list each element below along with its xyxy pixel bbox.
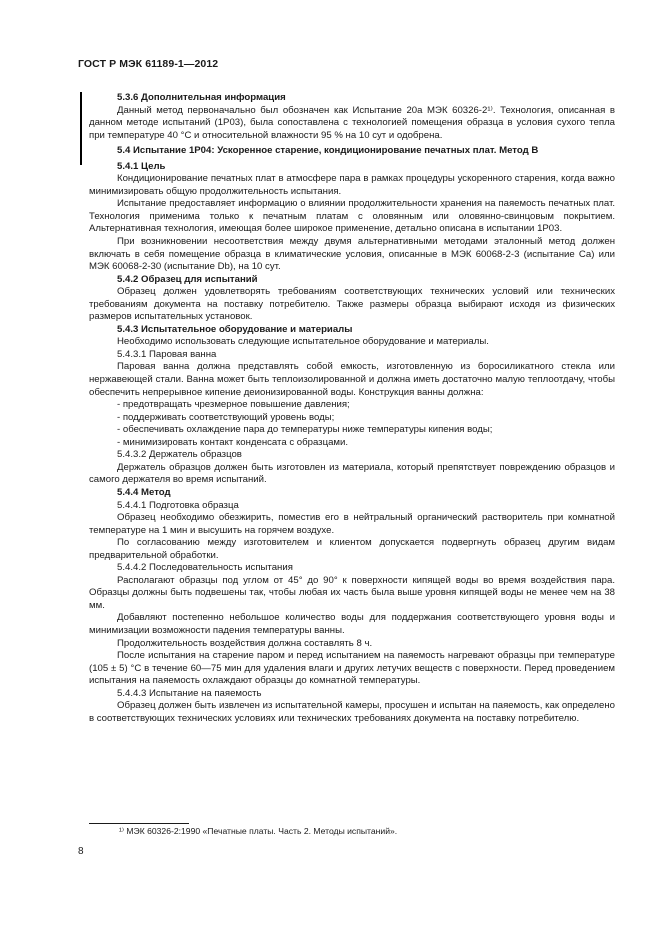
paragraph: - минимизировать контакт конденсата с образцами. [117,436,349,448]
paragraph: Образец необходимо обезжирить, поместив его в нейтральный органический растворитель при комнатной температуре на 1 мин и высушить на горячем воздухе. [89,512,615,536]
paragraph: Данный метод первоначально был обозначен как Испытание 20а МЭК 60326-2¹⁾. Технология, описанная в данном методе испытаний (1Р03), была сопоставлена с технологией помещения образца в условия сухого тепла при температуре 40 °С и относительной влажности 95 % на 10 сут и одобрена. [89,104,615,141]
footnote: ¹⁾ МЭК 60326-2:1990 «Печатные платы. Часть 2. Методы испытаний». [119,826,398,836]
paragraph: Продолжительность воздействия должна составлять 8 ч. [117,637,373,649]
paragraph: - обеспечивать охлаждение пара до температуры ниже температуры кипения воды; [117,424,493,436]
paragraph: - предотвращать чрезмерное повышение давления; [117,399,350,411]
paragraph: Паровая ванна должна представлять собой емкость, изготовленную из боросиликатного стекла или нержавеющей стали. Ванна может быть теплоизолированной и должна иметь достаточно малую теплоотдачу, чтобы обеспечить непрерывное кипение деионизированной воды. Конструкция ванны должна: [89,361,615,398]
change-bar [80,92,82,165]
paragraph: - поддерживать соответствующий уровень воды; [117,411,335,423]
footnote-rule [89,823,189,824]
page-number: 8 [78,846,84,857]
paragraph: Держатель образцов должен быть изготовлен из материала, который препятствует повреждению образцов и самого держателя во время испытаний. [89,461,615,486]
paragraph: 5.4.3.1 Паровая ванна [117,348,217,360]
paragraph: 5.4.1 Цель [117,160,166,172]
paragraph: 5.4.4 Метод [117,486,171,498]
body-text [89,92,615,725]
paragraph: После испытания на старение паром и перед испытанием на паяемость нагревают образцы при температуре (105 ± 5) °С в течение 60—75 мин для удаления влаги и других летучих веществ с поверхности. Перед проведением испытания на паяемость охлаждают образцы до комнатной температуры. [89,650,615,687]
paragraph: Образец должен удовлетворять требованиям соответствующих технических условий или технических требованиям документа на поставку потребителю. Также размеры образца выбирают исходя из физических размеров испытательных установок. [89,286,615,323]
paragraph: 5.4.3.2 Держатель образцов [117,449,242,461]
paragraph: Добавляют постепенно небольшое количество воды для поддержания соответствующего уровня воды и минимизации возможности падения температуры ванны. [89,612,615,636]
paragraph: Располагают образцы под углом от 45° до 90° к поверхности кипящей воды во время воздействия пара. Образцы должны быть подвешены так, чтобы любая их часть была выше уровня кипящей воды не менее чем на 38 мм. [89,574,615,611]
paragraph: Испытание предоставляет информацию о влиянии продолжительности хранения на паяемость печатных плат. Технология применима только к печатным платам с оловянным или оловянно-свинцовым покрытием. Альтернативная технология, имеющая более широкое применение, детально описана в испытании 1Р03. [89,198,615,235]
paragraph: 5.4.4.3 Испытание на паяемость [117,687,262,699]
paragraph: При возникновении несоответствия между двумя альтернативными методами эталонный метод должен включать в себя помещение образца в климатические условия, описанные в МЭК 60068-2-3 (испытание Са) или МЭК 60068-2-30 (испытание Db), на 10 сут. [89,236,615,273]
paragraph: 5.4.3 Испытательное оборудование и материалы [117,323,353,335]
paragraph: 5.4.4.2 Последовательность испытания [117,562,293,574]
paragraph: Необходимо использовать следующие испытательное оборудование и материалы. [117,336,489,348]
paragraph: 5.4.4.1 Подготовка образца [117,499,239,511]
paragraph: 5.3.6 Дополнительная информация [117,92,286,103]
document-header: ГОСТ Р МЭК 61189-1—2012 [78,58,219,70]
paragraph: 5.4.2 Образец для испытаний [117,273,258,285]
paragraph: Образец должен быть извлечен из испытательной камеры, просушен и испытан на паяемость, как определено в соответствующих технических условиях или технических требованиях документа на поставку потребителю. [89,700,615,724]
paragraph: 5.4 Испытание 1Р04: Ускоренное старение, кондиционирование печатных плат. Метод В [117,145,539,157]
paragraph: Кондиционирование печатных плат в атмосфере пара в рамках процедуры ускоренного старения, когда важно минимизировать общую продолжительность испытания. [89,173,615,197]
paragraph: По согласованию между изготовителем и клиентом допускается подвергнуть образец другим видам предварительной обработки. [89,537,615,561]
